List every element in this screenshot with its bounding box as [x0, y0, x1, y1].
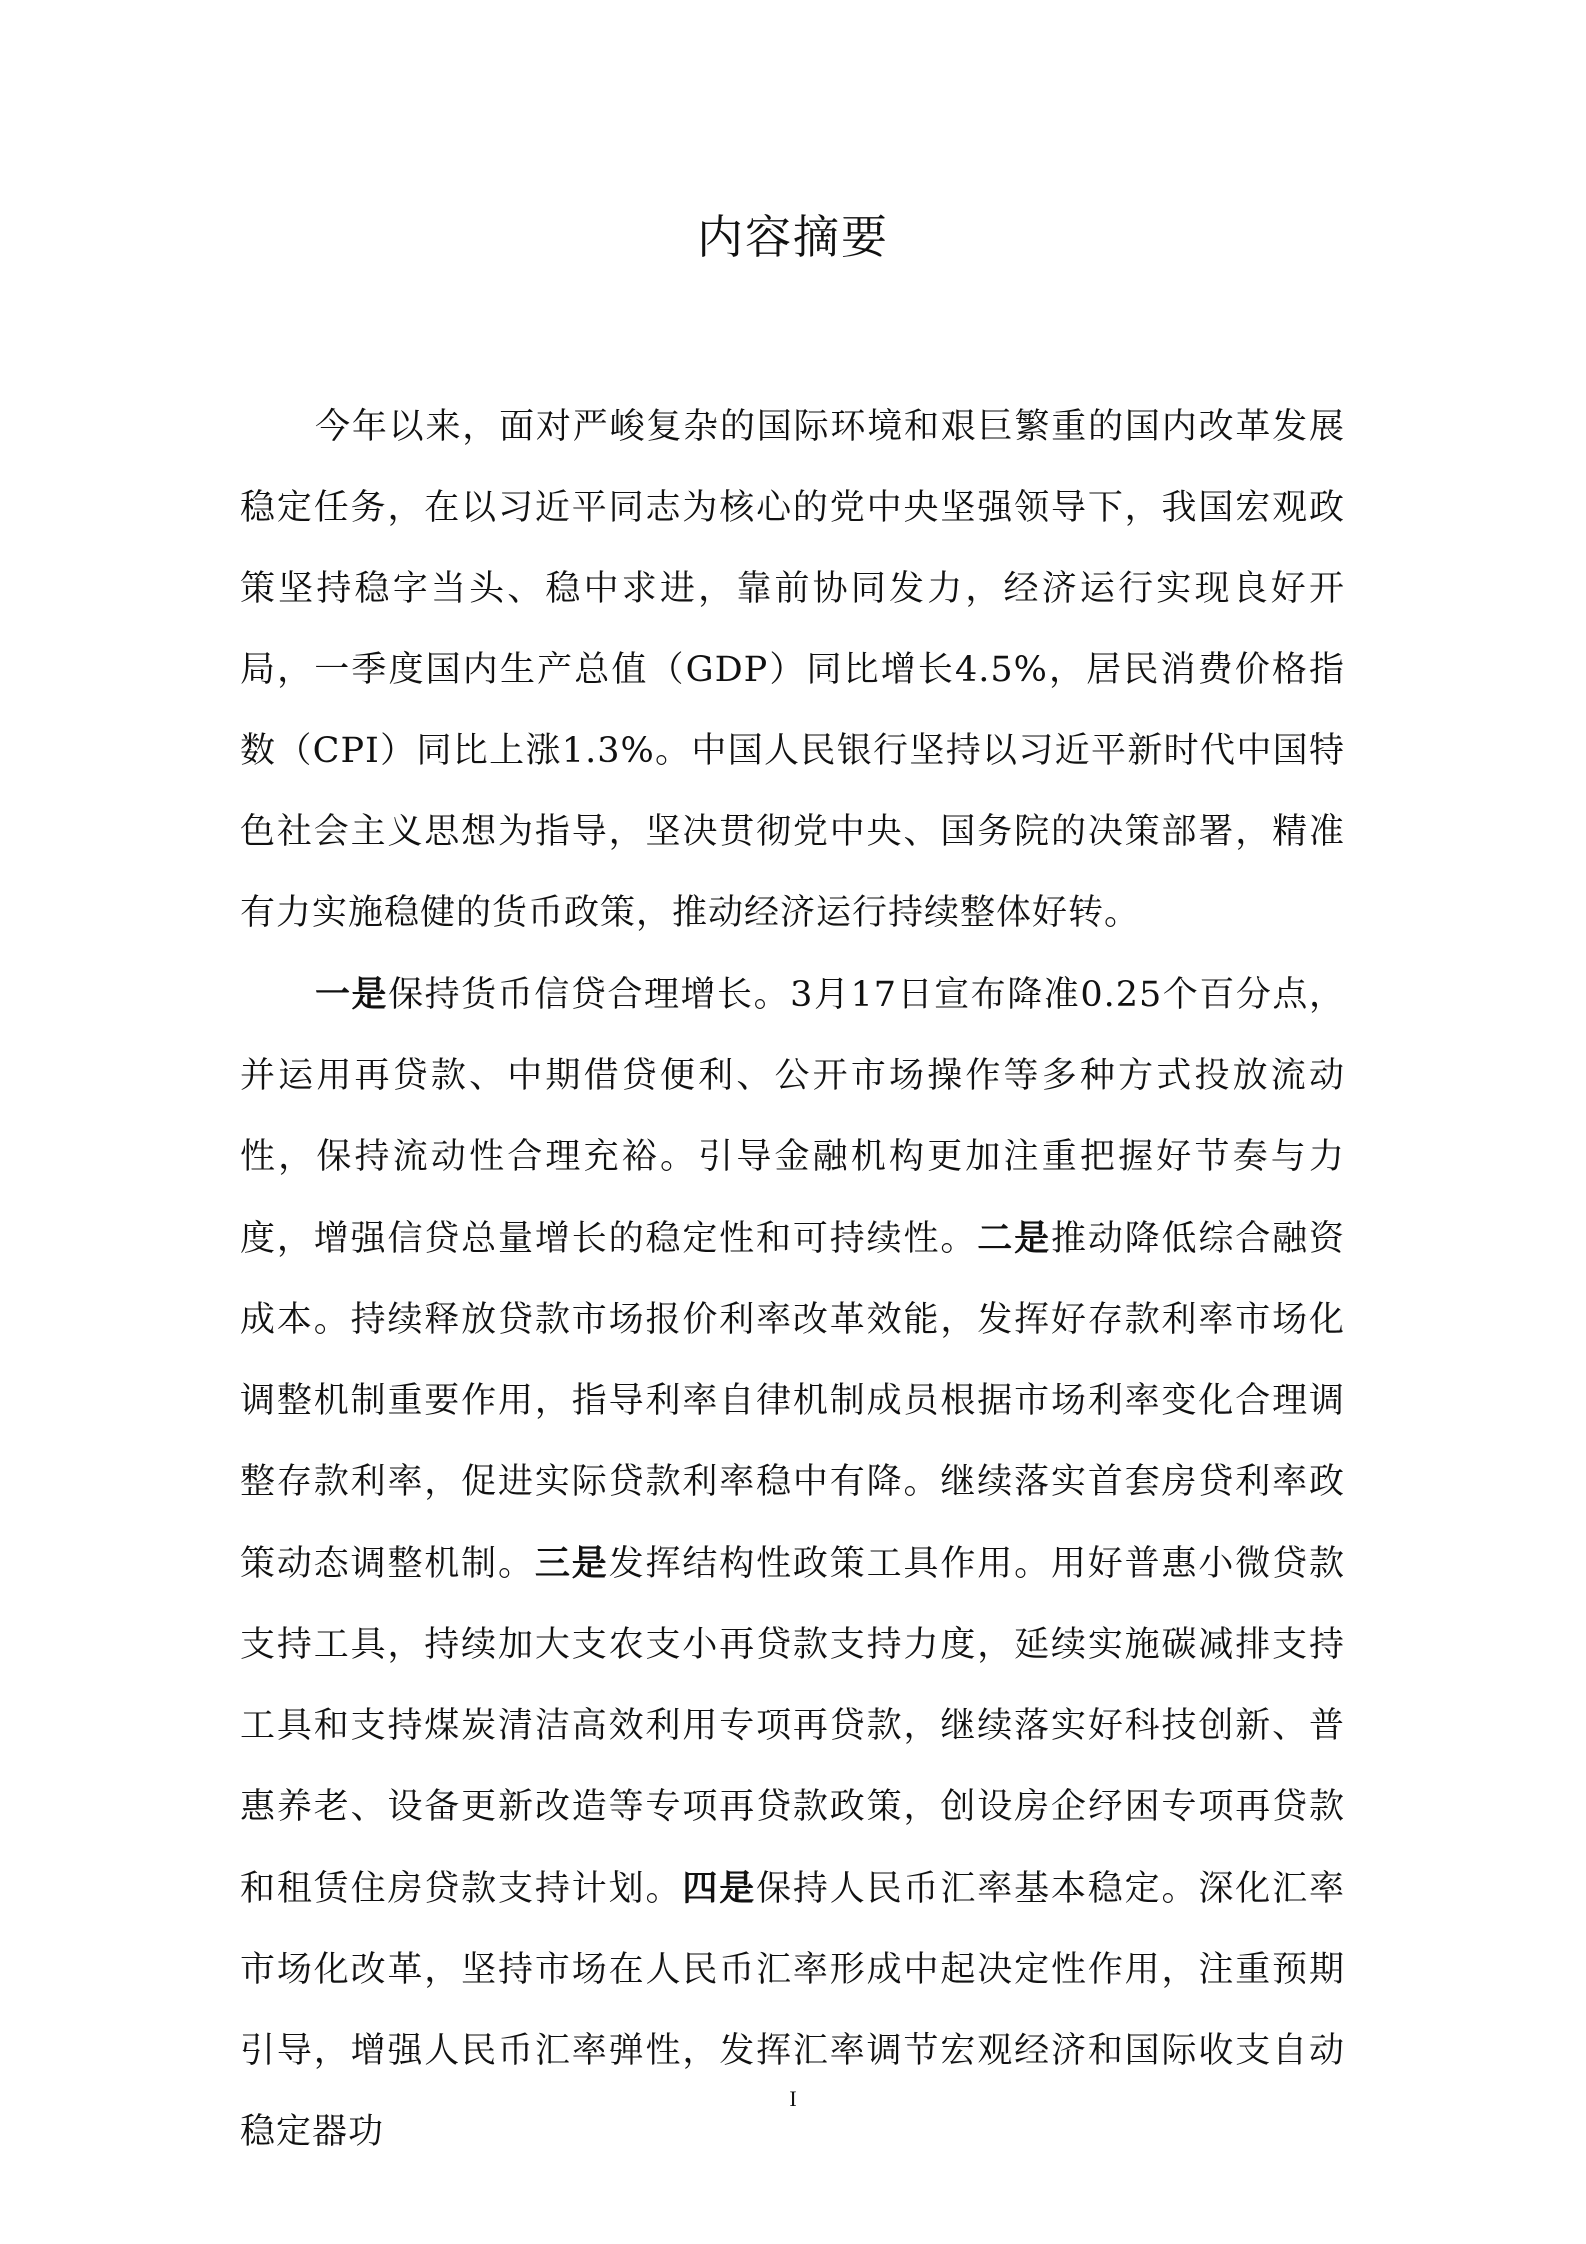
- summary-body: [240, 387, 1345, 2173]
- measure-4-text: 保持人民币汇率基本稳定。深化汇率市场化改革，坚持市场在人民币汇率形成中起决定性作用，注重预期引导，增强人民币汇率弹性，发挥汇率调节宏观经济和国际收支自动稳定器功: [240, 1869, 1345, 2152]
- measure-2-label: 二是: [977, 1218, 1051, 1259]
- measure-3-label: 三是: [534, 1543, 609, 1584]
- measure-4-label: 四是: [682, 1868, 757, 1909]
- page-number: I: [789, 2086, 797, 2111]
- measure-3-text: 发挥结构性政策工具作用。用好普惠小微贷款支持工具，持续加大支农支小再贷款支持力度，延续实施碳减排支持工具和支持煤炭清洁高效利用专项再贷款，继续落实好科技创新、普惠养老、设备更新改造等专项再贷款政策，创设房企纾困专项再贷款和租赁住房贷款支持计划。: [240, 1544, 1345, 1909]
- measure-1-text: 保持货币信贷合理增长。3月17日宣布降准0.25个百分点，并运用再贷款、中期借贷便利、公开市场操作等多种方式投放流动性，保持流动性合理充裕。引导金融机构更加注重把握好节奏与力度，增强信贷总量增长的稳定性和可持续性。: [240, 975, 1345, 1259]
- measures-paragraph: [240, 954, 1345, 2173]
- intro-paragraph: 今年以来，面对严峻复杂的国际环境和艰巨繁重的国内改革发展稳定任务，在以习近平同志为核心的党中央坚强领导下，我国宏观政策坚持稳字当头、稳中求进，靠前协同发力，经济运行实现良好开局，一季度国内生产总值（GDP）同比增长4.5%，居民消费价格指数（CPI）同比上涨1.3%。中国人民银行坚持以习近平新时代中国特色社会主义思想为指导，坚决贯彻党中央、国务院的决策部署，精准有力实施稳健的货币政策，推动经济运行持续整体好转。: [240, 407, 1345, 933]
- measure-2-text: 推动降低综合融资成本。持续释放贷款市场报价利率改革效能，发挥好存款利率市场化调整机制重要作用，指导利率自律机制成员根据市场利率变化合理调整存款利率，促进实际贷款利率稳中有降。继续落实首套房贷利率政策动态调整机制。: [240, 1219, 1345, 1584]
- page-title: 内容摘要: [697, 210, 889, 264]
- measure-1-label: 一是: [315, 974, 389, 1015]
